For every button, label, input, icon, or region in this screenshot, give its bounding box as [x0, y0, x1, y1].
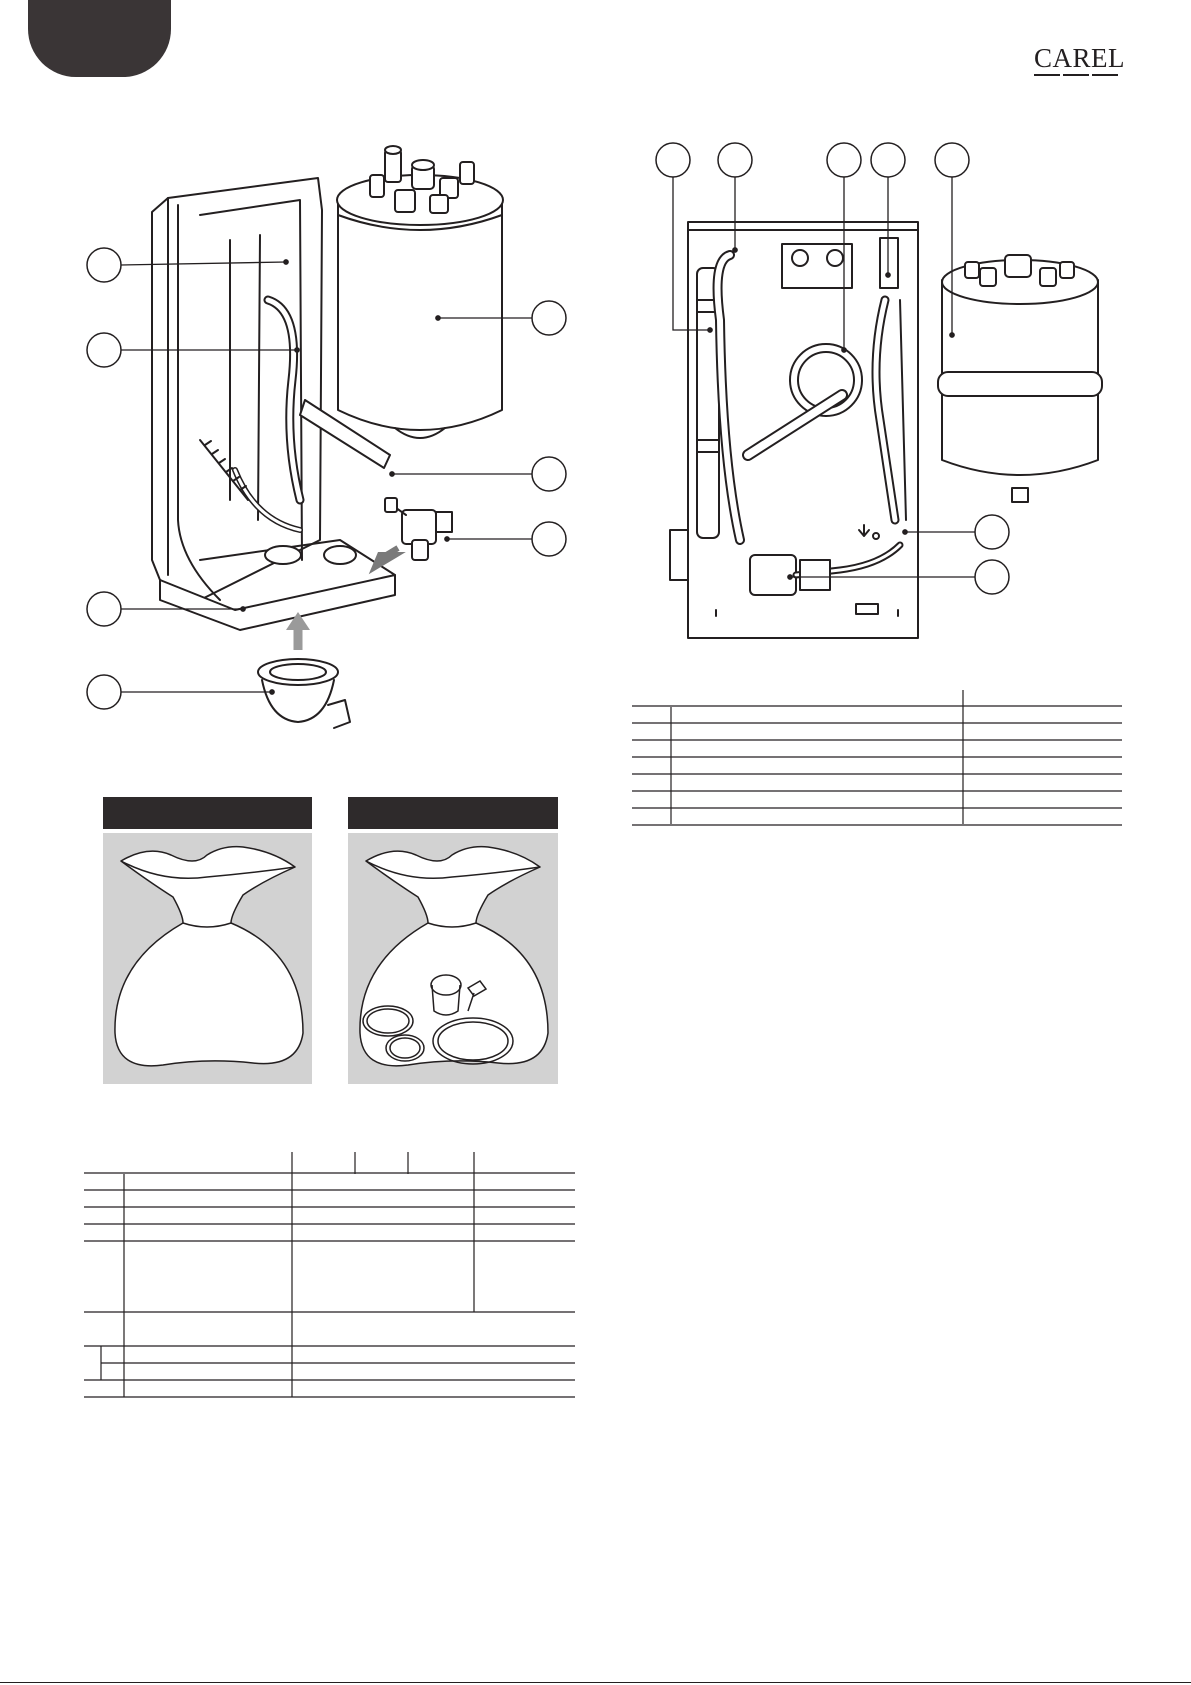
callout-circle [975, 515, 1009, 549]
components-table [630, 690, 1125, 830]
callout-circle [718, 143, 752, 177]
callout-circle [87, 675, 121, 709]
callout-circle [871, 143, 905, 177]
logo-wordmark: CAREL [1034, 43, 1126, 73]
page-bottom-rule [0, 1682, 1191, 1683]
callout-circle [532, 457, 566, 491]
callout-circle [975, 560, 1009, 594]
callout-circle [87, 333, 121, 367]
callout-circle [656, 143, 690, 177]
spare-parts-table [80, 1150, 580, 1400]
callout-circle [532, 301, 566, 335]
page-tab-marker [28, 0, 171, 77]
carel-logo [1034, 43, 1126, 80]
callout-circle [87, 248, 121, 282]
bag-kit-header [348, 797, 558, 829]
callout-circle [87, 592, 121, 626]
humidifier-internal-figure [640, 140, 1060, 640]
humidifier-exploded-figure [80, 125, 580, 745]
callout-circle [827, 143, 861, 177]
bag-empty-header [103, 797, 312, 829]
spare-bag-kit-figure [348, 833, 558, 1084]
callout-circle [935, 143, 969, 177]
spare-bag-empty-figure [103, 833, 312, 1084]
callout-circle [532, 522, 566, 556]
